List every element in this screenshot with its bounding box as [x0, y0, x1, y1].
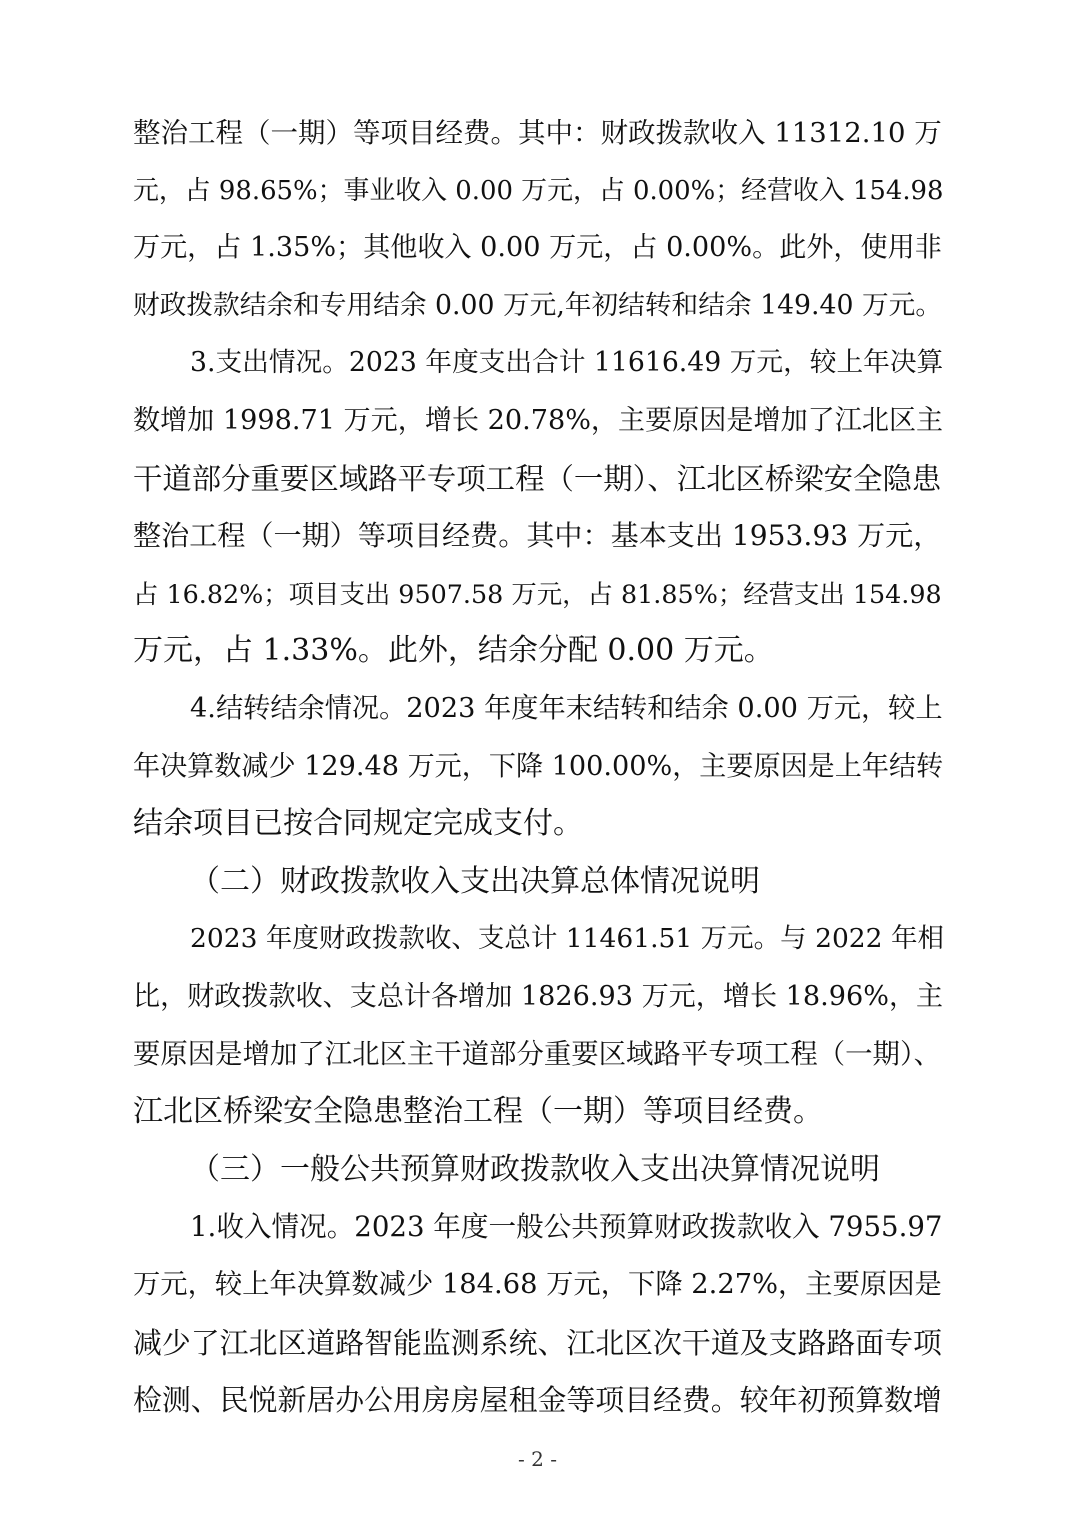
- text-line: 干道部分重要区域路平专项工程（一期）、江北区桥梁安全隐患: [133, 462, 942, 496]
- text-line: 江北区桥梁安全隐患整治工程（一期）等项目经费。: [133, 1094, 823, 1129]
- text-line: 占 16.82%；项目支出 9507.58 万元，占 81.85%；经营支出 154.98: [133, 579, 942, 609]
- text-line: 1.收入情况。2023 年度一般公共预算财政拨款收入 7955.97: [190, 1210, 943, 1243]
- text-line: 数增加 1998.71 万元，增长 20.78%，主要原因是增加了江北区主: [133, 405, 944, 436]
- text-line: 2023 年度财政拨款收、支总计 11461.51 万元。与 2022 年相: [190, 923, 944, 954]
- text-line: 4.结转结余情况。2023 年度年末结转和结余 0.00 万元，较上: [190, 693, 943, 724]
- text-line: 结余项目已按合同规定完成支付。: [133, 806, 583, 841]
- text-line: 比，财政拨款收、支总计各增加 1826.93 万元，增长 18.96%，主: [133, 981, 944, 1012]
- text-line: 万元，占 1.35%；其他收入 0.00 万元，占 0.00%。此外，使用非: [133, 232, 942, 263]
- text-line: 3.支出情况。2023 年度支出合计 11616.49 万元，较上年决算: [190, 347, 944, 378]
- text-line: 检测、民悦新居办公用房房屋租金等项目经费。较年初预算数增: [133, 1383, 942, 1417]
- text-line: 年决算数减少 129.48 万元，下降 100.00%，主要原因是上年结转: [133, 751, 944, 782]
- text-line: 要原因是增加了江北区主干道部分重要区域路平专项工程（一期）、: [133, 1039, 942, 1070]
- text-line: 万元，较上年决算数减少 184.68 万元，下降 2.27%，主要原因是: [133, 1269, 942, 1300]
- section-heading: （三）一般公共预算财政拨款收入支出决算情况说明: [190, 1152, 880, 1187]
- text-line: 万元，占 1.33%。此外，结余分配 0.00 万元。: [133, 633, 774, 668]
- page-number: - 2 -: [518, 1447, 557, 1471]
- text-line: 财政拨款结余和专用结余 0.00 万元,年初结转和结余 149.40 万元。: [133, 290, 943, 321]
- text-line: 元，占 98.65%；事业收入 0.00 万元，占 0.00%；经营收入 154.98: [133, 176, 944, 206]
- text-line: 减少了江北区道路智能监测系统、江北区次干道及支路路面专项: [133, 1326, 942, 1360]
- section-heading: （二）财政拨款收入支出决算总体情况说明: [190, 864, 760, 899]
- text-line: 整治工程（一期）等项目经费。其中：财政拨款收入 11312.10 万: [133, 117, 942, 149]
- text-line: 整治工程（一期）等项目经费。其中：基本支出 1953.93 万元，: [133, 519, 942, 552]
